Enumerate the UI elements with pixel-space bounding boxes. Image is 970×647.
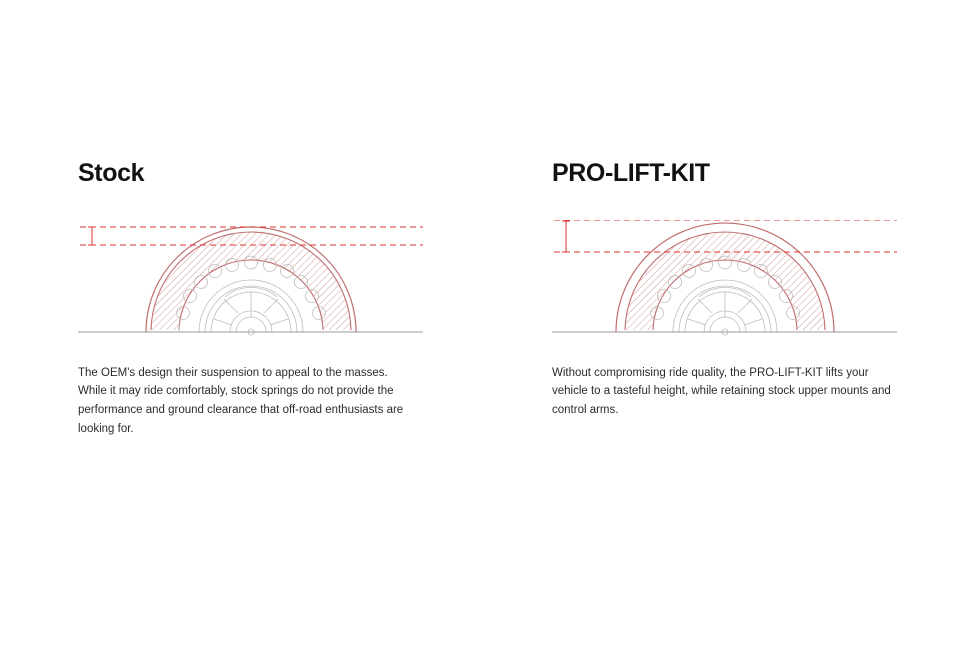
- diagram-pro-lift-kit: [552, 220, 897, 350]
- caption-stock: The OEM's design their suspension to appeal to the masses. While it may ride comfortably, stock springs do not provide the performance and ground clearance that off-road enthusiasts are looking for.: [78, 366, 404, 436]
- wheel-rim: [673, 280, 777, 335]
- stock-wheel-illustration: [78, 220, 423, 350]
- lifted-wheel-illustration: [552, 220, 897, 350]
- panel-stock: [78, 160, 423, 439]
- caption-pro-lift-kit: Without compromising ride quality, the PRO-LIFT-KIT lifts your vehicle to a tasteful height, while retaining stock upper mounts and control arms.: [552, 366, 891, 417]
- wheel-rim: [199, 280, 303, 335]
- panel-pro-lift-kit: [552, 160, 897, 420]
- page-title-pro-lift-kit: PRO-LIFT-KIT: [552, 159, 710, 187]
- page-title-stock: Stock: [78, 159, 145, 187]
- diagram-stock: [78, 220, 423, 350]
